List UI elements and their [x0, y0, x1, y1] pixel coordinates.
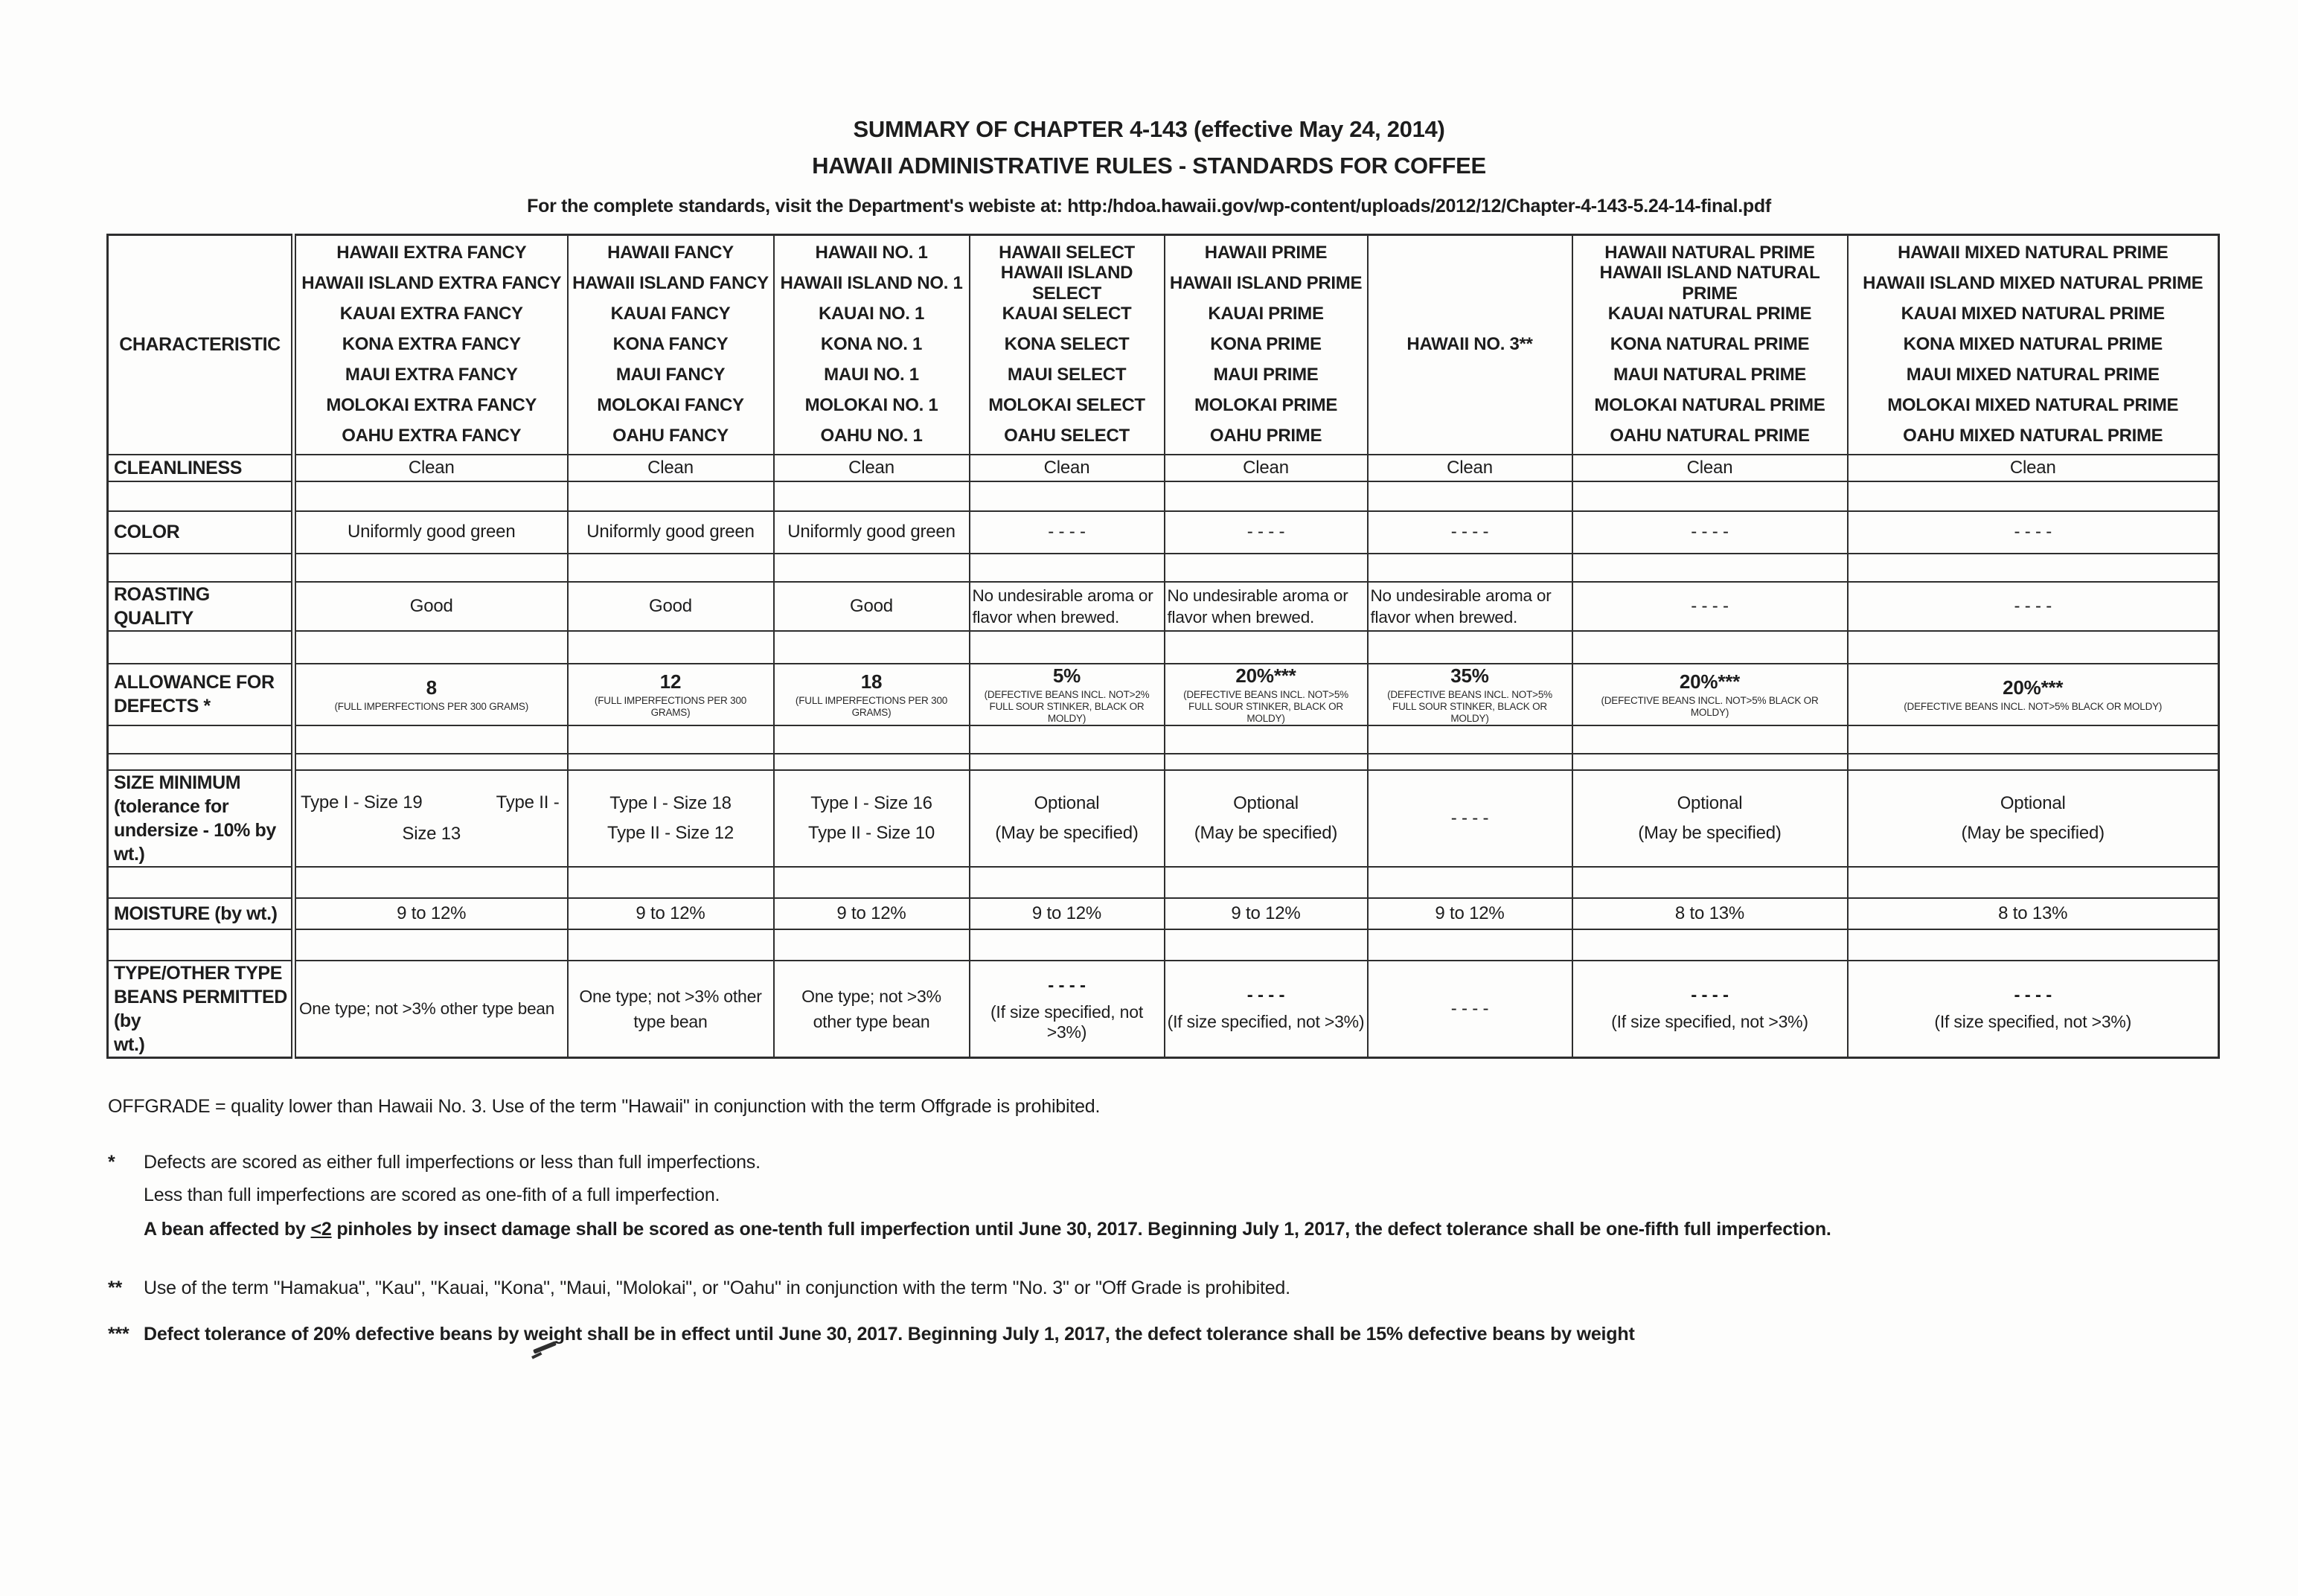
cell: Clean [1165, 455, 1368, 481]
spacer-cell [1368, 631, 1572, 664]
grade-line: KAUAI SELECT [1002, 304, 1132, 324]
cell [970, 770, 1165, 867]
spacer-cell [108, 725, 294, 754]
grade-line: HAWAII ISLAND MIXED NATURAL PRIME [1863, 273, 2203, 294]
spacer-cell [970, 929, 1165, 961]
spacer-cell [568, 867, 774, 898]
grade-line: HAWAII ISLAND NO. 1 [780, 273, 963, 294]
grade-line: KONA SELECT [1004, 334, 1130, 355]
grade-line: MAUI PRIME [1213, 365, 1319, 385]
cell [294, 770, 568, 867]
cell [1165, 770, 1368, 867]
spacer-cell [1848, 481, 2219, 511]
grade-line: HAWAII FANCY [607, 243, 734, 263]
spacer-cell [108, 481, 294, 511]
grade-line: MOLOKAI MIXED NATURAL PRIME [1887, 395, 2179, 416]
spacer-cell [294, 631, 568, 664]
grade-line: OAHU NATURAL PRIME [1610, 426, 1810, 446]
grade-line: KONA PRIME [1210, 334, 1322, 355]
spacer-cell [108, 554, 294, 582]
defect-allowance: 18 [860, 670, 883, 693]
grade-line: HAWAII EXTRA FANCY [336, 243, 527, 263]
footnote-text: Defect tolerance of 20% defective beans by weight shall be in effect until June 30, 2017. Beginning July 1, 2017, the defect tolerance shall be 15% defective beans by weight [144, 1323, 1635, 1345]
type-note: (If size specified, not >3%) [1934, 1012, 2132, 1031]
grade-line: MAUI NO. 1 [824, 365, 919, 385]
spacer-cell [774, 554, 970, 582]
cell: Clean [774, 455, 970, 481]
underlined-value: <2 [310, 1218, 332, 1240]
row-label-cleanliness: CLEANLINESS [108, 455, 294, 481]
row-label-type [108, 961, 294, 1058]
spacer-cell [1165, 867, 1368, 898]
title-line-2: HAWAII ADMINISTRATIVE RULES - STANDARDS FOR COFFEE [812, 153, 1486, 179]
spacer-cell [970, 481, 1165, 511]
cell [774, 664, 970, 725]
cell: Clean [568, 455, 774, 481]
spacer-cell [1368, 754, 1572, 770]
cell: - - - - [1572, 582, 1848, 631]
spacer-cell [294, 929, 568, 961]
spacer-cell [1165, 929, 1368, 961]
cell [970, 961, 1165, 1058]
cell [1165, 664, 1368, 725]
grade-line: HAWAII ISLAND EXTRA FANCY [301, 273, 562, 294]
cell [1848, 770, 2219, 867]
spacer-cell [774, 754, 970, 770]
spacer-cell [970, 631, 1165, 664]
col-header-natural-prime [1572, 235, 1848, 455]
footnote-text: Less than full imperfections are scored as one-fith of a full imperfection. [144, 1184, 720, 1205]
row-cleanliness [108, 455, 2219, 481]
row-label-roasting: ROASTING QUALITY [108, 582, 294, 631]
cell: 8 to 13% [1848, 898, 2219, 929]
grade-line: MOLOKAI NO. 1 [804, 395, 938, 416]
grade-line: MOLOKAI EXTRA FANCY [326, 395, 537, 416]
defect-allowance: 20%*** [1235, 664, 1296, 687]
type-note: (If size specified, not >3%) [1167, 1012, 1365, 1031]
grade-line: HAWAII ISLAND SELECT [1000, 263, 1133, 304]
spacer-cell [1848, 754, 2219, 770]
title-line-1: SUMMARY OF CHAPTER 4-143 (effective May 24, 2014) [853, 116, 1445, 142]
grade-line: MAUI SELECT [1007, 365, 1127, 385]
label-line: DEFECTS * [114, 696, 211, 717]
spacer-cell [1165, 554, 1368, 582]
size-option-note: (May be specified) [1194, 822, 1338, 843]
cell [568, 664, 774, 725]
type-note: (If size specified, not >3%) [1611, 1012, 1808, 1031]
spacer-cell [1572, 631, 1848, 664]
size-type1: Type I - Size 19 [301, 792, 423, 813]
footnote-star1-cont2 [108, 1219, 2253, 1240]
spacer-cell [1572, 867, 1848, 898]
grade-line: MOLOKAI FANCY [597, 395, 744, 416]
cell [1368, 770, 1572, 867]
label-line: ALLOWANCE FOR [114, 672, 275, 693]
cell [1572, 961, 1848, 1058]
grade-line: HAWAII ISLAND PRIME [1169, 273, 1363, 294]
spacer-cell [774, 867, 970, 898]
cell [970, 664, 1165, 725]
grade-line: KONA FANCY [612, 334, 729, 355]
spacer-cell [1165, 481, 1368, 511]
cell: - - - - [1165, 511, 1368, 554]
spacer-cell [1368, 725, 1572, 754]
cell: Uniformly good green [294, 511, 568, 554]
cell: Clean [294, 455, 568, 481]
cell: 9 to 12% [1165, 898, 1368, 929]
spacer-cell [568, 481, 774, 511]
defect-detail: (DEFECTIVE BEANS INCL. NOT>5% BLACK OR MOLDY) [1601, 694, 1819, 718]
spacer-cell [1368, 481, 1572, 511]
footnote-marker: * [108, 1151, 115, 1173]
grade-line: HAWAII SELECT [999, 243, 1135, 263]
cell [1368, 961, 1572, 1058]
grade-line: MOLOKAI SELECT [988, 395, 1145, 416]
cell [1165, 961, 1368, 1058]
label-line: wt.) [114, 1033, 145, 1055]
defect-detail: (DEFECTIVE BEANS INCL. NOT>2% FULL SOUR STINKER, BLACK OR MOLDY) [984, 688, 1150, 724]
spacer-cell [1572, 929, 1848, 961]
spacer-cell [1848, 631, 2219, 664]
grade-line: HAWAII PRIME [1204, 243, 1328, 263]
cell: 9 to 12% [568, 898, 774, 929]
cell: 9 to 12% [970, 898, 1165, 929]
type-dashes: - - - - [1048, 975, 1086, 996]
footnote-indent [108, 1185, 144, 1206]
label-line: BEANS PERMITTED (by [114, 986, 287, 1031]
col-header-no1 [774, 235, 970, 455]
footnotes-block [108, 1096, 2253, 1345]
spacer-cell [970, 554, 1165, 582]
size-type1: Type I - Size 16 [810, 792, 932, 813]
cell [294, 961, 568, 1058]
col-header-select [970, 235, 1165, 455]
cell: Clean [1368, 455, 1572, 481]
footnote-marker: ** [108, 1277, 123, 1298]
spacer-cell [1368, 929, 1572, 961]
spacer-row [108, 554, 2219, 582]
grade-line: MAUI NATURAL PRIME [1613, 365, 1807, 385]
type-dashes: - - - - [1450, 998, 1489, 1019]
defect-detail: (DEFECTIVE BEANS INCL. NOT>5% FULL SOUR STINKER, BLACK OR MOLDY) [1183, 688, 1348, 724]
grade-line: OAHU EXTRA FANCY [342, 426, 522, 446]
footnote-text: A bean affected by <2 pinholes by insect damage shall be scored as one-tenth full imperfection until June 30, 2017. Beginning July 1, 2017, the defect tolerance shall be one-fifth full imperfection. [144, 1218, 1831, 1240]
cell [568, 770, 774, 867]
grade-line: KONA EXTRA FANCY [342, 334, 521, 355]
label-line: (tolerance for [114, 795, 229, 817]
cell: 9 to 12% [1368, 898, 1572, 929]
defect-detail: (FULL IMPERFECTIONS PER 300 GRAMS) [795, 694, 948, 718]
spacer-cell [568, 554, 774, 582]
cell: Clean [1848, 455, 2219, 481]
size-option-note: (May be specified) [1961, 822, 2105, 843]
spacer-cell [1165, 631, 1368, 664]
cell: 9 to 12% [294, 898, 568, 929]
row-type-beans-permitted [108, 961, 2219, 1058]
row-roasting-quality [108, 582, 2219, 631]
row-size-minimum [108, 770, 2219, 867]
cell [294, 664, 568, 725]
grade-line: MAUI FANCY [615, 365, 726, 385]
grade-line: MAUI MIXED NATURAL PRIME [1906, 365, 2160, 385]
spacer-cell [970, 725, 1165, 754]
cell: - - - - [1848, 582, 2219, 631]
spacer-cell [1368, 554, 1572, 582]
row-label-defects [108, 664, 294, 725]
grade-line: HAWAII NO. 1 [815, 243, 928, 263]
row-color [108, 511, 2219, 554]
cell [1848, 664, 2219, 725]
grade-line: OAHU SELECT [1004, 426, 1130, 446]
defect-allowance: 8 [426, 676, 437, 699]
grade-line: OAHU PRIME [1209, 426, 1322, 446]
grade-line: KAUAI NO. 1 [818, 304, 925, 324]
spacer-cell [774, 631, 970, 664]
size-type2-size: Size 13 [402, 823, 461, 844]
footnote-star2 [108, 1278, 2253, 1299]
spacer-cell [1165, 754, 1368, 770]
spacer-cell [108, 754, 294, 770]
document-title-block [0, 0, 2298, 217]
footnote-marker: *** [108, 1323, 129, 1345]
size-type2: Type II - Size 12 [606, 822, 734, 843]
footnote-star1 [108, 1152, 2253, 1173]
type-note: (If size specified, not >3%) [990, 1001, 1144, 1042]
spacer-cell [568, 725, 774, 754]
row-label-moisture: MOISTURE (by wt.) [108, 898, 294, 929]
coffee-standards-table [106, 234, 2220, 1059]
cell [1368, 664, 1572, 725]
spacer-cell [970, 867, 1165, 898]
grade-line: KAUAI MIXED NATURAL PRIME [1901, 304, 2165, 324]
col-header-prime [1165, 235, 1368, 455]
spacer-row [108, 481, 2219, 511]
footnote-star1-cont [108, 1185, 2253, 1206]
spacer-cell [1848, 554, 2219, 582]
cell [1572, 664, 1848, 725]
spacer-cell [1572, 481, 1848, 511]
grade-line: HAWAII ISLAND NATURAL PRIME [1599, 263, 1820, 304]
grade-line: KONA NO. 1 [820, 334, 923, 355]
col-header-no3 [1368, 235, 1572, 455]
type-dashes: - - - - [1246, 985, 1285, 1005]
cell [774, 770, 970, 867]
cell: - - - - [970, 511, 1165, 554]
footnote-indent [108, 1219, 144, 1240]
cell: Good [294, 582, 568, 631]
spacer-cell [1572, 754, 1848, 770]
spacer-cell [1572, 554, 1848, 582]
size-option: Optional [1233, 792, 1299, 813]
spacer-cell [294, 725, 568, 754]
cell: No undesirable aroma or flavor when brewed. [970, 582, 1165, 631]
defect-allowance: 20%*** [2003, 676, 2064, 699]
size-option: Optional [2000, 792, 2066, 813]
size-option: - - - - [1450, 807, 1489, 828]
type-dashes: - - - - [2014, 985, 2052, 1005]
cell: - - - - [1572, 511, 1848, 554]
size-option-note: (May be specified) [1638, 822, 1782, 843]
grade-line: HAWAII ISLAND FANCY [572, 273, 769, 294]
type-dashes: - - - - [1691, 985, 1729, 1005]
cell: - - - - [1368, 511, 1572, 554]
spacer-cell [1368, 867, 1572, 898]
label-line: undersize - 10% by wt.) [114, 819, 276, 865]
size-option: Optional [1034, 792, 1100, 813]
spacer-cell [1848, 867, 2219, 898]
grade-line: KAUAI PRIME [1208, 304, 1324, 324]
cell: Clean [970, 455, 1165, 481]
spacer-row [108, 929, 2219, 961]
defect-detail: (DEFECTIVE BEANS INCL. NOT>5% FULL SOUR STINKER, BLACK OR MOLDY) [1387, 688, 1552, 724]
grade-line: MOLOKAI NATURAL PRIME [1594, 395, 1825, 416]
cell: One type; not >3% other type bean [568, 961, 774, 1058]
defect-allowance: 35% [1450, 664, 1489, 687]
title-line-3: For the complete standards, visit the Department's webiste at: http:/hdoa.hawaii.gov/wp-content/uploads/2012/12/Chapter-4-143-5.24-14-final.pdf [527, 196, 1771, 217]
cell: Good [774, 582, 970, 631]
size-type1: Type I - Size 18 [609, 792, 732, 813]
cell: Clean [1572, 455, 1848, 481]
cell: - - - - [1848, 511, 2219, 554]
table-header-row [108, 235, 2219, 455]
spacer-cell [568, 754, 774, 770]
grade-line: KAUAI NATURAL PRIME [1607, 304, 1812, 324]
spacer-cell [1572, 725, 1848, 754]
type-rule: One type; not >3% other type bean [299, 999, 555, 1018]
spacer-cell [774, 929, 970, 961]
footnote-text: Defects are scored as either full imperfections or less than full imperfections. [144, 1151, 761, 1173]
spacer-row [108, 725, 2219, 754]
grade-line: OAHU MIXED NATURAL PRIME [1903, 426, 2163, 446]
spacer-cell [774, 725, 970, 754]
cell [1572, 770, 1848, 867]
spacer-cell [108, 631, 294, 664]
grade-line: OAHU NO. 1 [820, 426, 923, 446]
cell: Uniformly good green [774, 511, 970, 554]
row-label-color: COLOR [108, 511, 294, 554]
grade-line: KAUAI EXTRA FANCY [339, 304, 523, 324]
spacer-cell [294, 554, 568, 582]
grade-line: MAUI EXTRA FANCY [345, 365, 518, 385]
grade-line: HAWAII NATURAL PRIME [1604, 243, 1815, 263]
spacer-cell [568, 929, 774, 961]
spacer-cell [1165, 725, 1368, 754]
footnote-text: Use of the term "Hamakua", "Kau", "Kauai, "Kona", "Maui, "Molokai", or "Oahu" in conjunction with the term "No. 3" or "Off Grade is prohibited. [144, 1277, 1290, 1298]
size-option-note: (May be specified) [995, 822, 1139, 843]
spacer-cell [108, 929, 294, 961]
defect-allowance: 20%*** [1679, 670, 1741, 693]
spacer-cell [108, 867, 294, 898]
grade-line: OAHU FANCY [612, 426, 729, 446]
footnote-star3 [108, 1324, 2253, 1345]
defect-detail: (DEFECTIVE BEANS INCL. NOT>5% BLACK OR MOLDY) [1904, 700, 2163, 712]
spacer-cell [294, 867, 568, 898]
grade-line: KAUAI FANCY [610, 304, 731, 324]
cell: Good [568, 582, 774, 631]
row-allowance-for-defects [108, 664, 2219, 725]
cell: No undesirable aroma or flavor when brewed. [1368, 582, 1572, 631]
grade-line: KONA MIXED NATURAL PRIME [1903, 334, 2163, 355]
defect-allowance: 5% [1052, 664, 1081, 687]
grade-line: MOLOKAI PRIME [1194, 395, 1338, 416]
grade-line: HAWAII NO. 3** [1406, 334, 1533, 355]
cell [1848, 961, 2219, 1058]
label-line: TYPE/OTHER TYPE [114, 962, 282, 984]
row-label-size [108, 770, 294, 867]
size-option: Optional [1677, 792, 1743, 813]
cell: 8 to 13% [1572, 898, 1848, 929]
col-header-mixed-natural-prime [1848, 235, 2219, 455]
defect-allowance: 12 [659, 670, 682, 693]
spacer-cell [970, 754, 1165, 770]
characteristic-header: CHARACTERISTIC [108, 235, 294, 455]
row-moisture [108, 898, 2219, 929]
spacer-cell [294, 481, 568, 511]
offgrade-note: OFFGRADE = quality lower than Hawaii No. 3. Use of the term "Hawaii" in conjunction with the term Offgrade is prohibited. [108, 1095, 1101, 1117]
cell: No undesirable aroma or flavor when brewed. [1165, 582, 1368, 631]
spacer-cell [294, 754, 568, 770]
size-type2: Type II - Size 10 [807, 822, 935, 843]
col-header-fancy [568, 235, 774, 455]
cell: Uniformly good green [568, 511, 774, 554]
spacer-row [108, 754, 2219, 770]
spacer-cell [774, 481, 970, 511]
spacer-cell [568, 631, 774, 664]
grade-line: KONA NATURAL PRIME [1610, 334, 1810, 355]
cell: One type; not >3% other type bean [774, 961, 970, 1058]
label-line: SIZE MINIMUM [114, 772, 241, 793]
defect-detail: (FULL IMPERFECTIONS PER 300 GRAMS) [594, 694, 747, 718]
spacer-cell [1848, 929, 2219, 961]
spacer-row [108, 867, 2219, 898]
cell: 9 to 12% [774, 898, 970, 929]
spacer-row [108, 631, 2219, 664]
grade-line: HAWAII MIXED NATURAL PRIME [1898, 243, 2169, 263]
defect-detail: (FULL IMPERFECTIONS PER 300 GRAMS) [334, 700, 528, 712]
col-header-extra-fancy [294, 235, 568, 455]
spacer-cell [1848, 725, 2219, 754]
size-type2: Type II - [496, 792, 560, 813]
